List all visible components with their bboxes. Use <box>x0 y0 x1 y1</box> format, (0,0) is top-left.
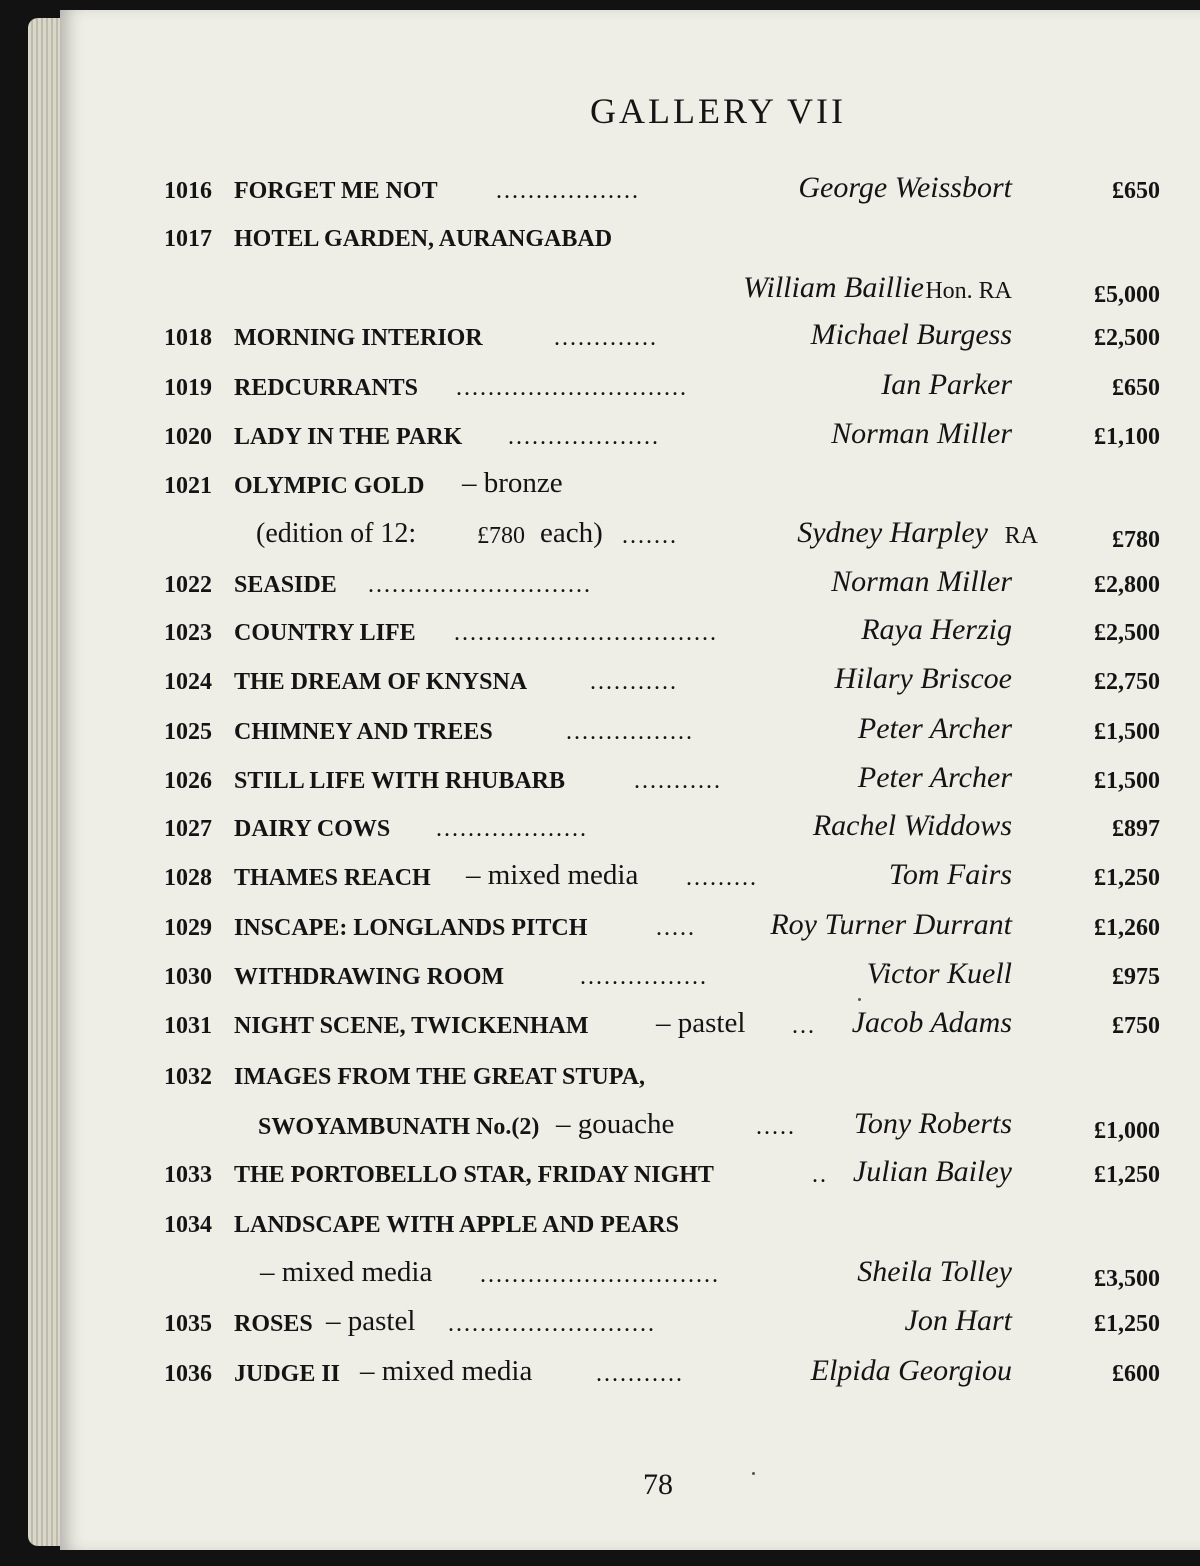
entry-number: 1033 <box>164 1162 212 1188</box>
entry-artist: Norman Miller <box>831 565 1012 598</box>
entry-artist: Julian Bailey <box>852 1155 1012 1188</box>
entry-title: THAMES REACH <box>234 865 431 891</box>
entry-title: THE PORTOBELLO STAR, FRIDAY NIGHT <box>234 1162 714 1188</box>
leader-dots: ............. <box>554 325 658 351</box>
entry-title: WITHDRAWING ROOM <box>234 964 505 990</box>
entry-price: £5,000 <box>1094 282 1160 308</box>
catalogue-entry-continuation <box>60 518 1200 554</box>
entry-number: 1030 <box>164 964 212 990</box>
entry-medium: – mixed media <box>260 1256 433 1288</box>
leader-dots: ........... <box>634 768 722 794</box>
leader-dots: ........... <box>590 669 678 695</box>
entry-artist: Ian Parker <box>881 368 1012 401</box>
leader-dots: ........... <box>596 1361 684 1387</box>
gallery-title: GALLERY VII <box>590 91 846 131</box>
entry-number: 1020 <box>164 424 212 450</box>
catalogue-entry <box>60 221 1200 257</box>
entry-artist: Sydney Harpley <box>797 516 988 549</box>
catalogue-entry-continuation <box>60 273 1200 309</box>
paper-speck <box>752 1472 755 1475</box>
catalogue-entry <box>60 1059 1200 1095</box>
entry-number: 1032 <box>164 1064 212 1090</box>
entry-number: 1018 <box>164 325 212 351</box>
catalogue-entry <box>60 1008 1200 1044</box>
entry-price: £1,100 <box>1094 424 1160 450</box>
entry-price: £897 <box>1112 816 1160 842</box>
entry-artist: Peter Archer <box>857 761 1012 794</box>
leader-dots: ................... <box>508 424 660 450</box>
entry-artist: Elpida Georgiou <box>810 1354 1012 1387</box>
entry-title: DAIRY COWS <box>234 816 391 842</box>
entry-price: £1,500 <box>1094 719 1160 745</box>
entry-honour: RA <box>1004 523 1038 549</box>
entry-artist: Hilary Briscoe <box>834 662 1012 695</box>
entry-title: FORGET ME NOT <box>234 178 438 204</box>
catalogue-entry <box>60 763 1200 799</box>
entry-price: £2,800 <box>1094 572 1160 598</box>
entry-artist: Tom Fairs <box>888 858 1012 891</box>
leader-dots: ..... <box>656 915 696 941</box>
entry-price: £750 <box>1112 1013 1160 1039</box>
entry-artist: Peter Archer <box>857 712 1012 745</box>
entry-price: £650 <box>1112 375 1160 401</box>
catalogue-entry <box>60 1207 1200 1243</box>
catalogue-entry <box>60 959 1200 995</box>
leader-dots: .......................... <box>448 1311 656 1337</box>
leader-dots: ................................. <box>454 620 718 646</box>
entry-price: £1,500 <box>1094 768 1160 794</box>
leader-dots: .............................. <box>480 1262 720 1288</box>
entry-title: LADY IN THE PARK <box>234 424 463 450</box>
edition-note-open: (edition of 12: <box>256 518 417 549</box>
entry-title: COUNTRY LIFE <box>234 620 416 646</box>
catalogue-page <box>60 10 1200 1550</box>
entry-price: £1,250 <box>1094 1162 1160 1188</box>
entry-price: £1,260 <box>1094 915 1160 941</box>
catalogue-entry <box>60 419 1200 455</box>
entry-title: IMAGES FROM THE GREAT STUPA, <box>234 1064 645 1090</box>
leader-dots: ............................. <box>456 375 688 401</box>
entry-price: £2,750 <box>1094 669 1160 695</box>
entry-number: 1034 <box>164 1212 212 1238</box>
entry-price: £975 <box>1112 964 1160 990</box>
catalogue-entry-continuation <box>60 1109 1200 1145</box>
entry-title: NIGHT SCENE, TWICKENHAM <box>234 1013 589 1039</box>
catalogue-entry <box>60 615 1200 651</box>
catalogue-entry <box>60 468 1200 504</box>
catalogue-entry-continuation <box>60 1257 1200 1293</box>
leader-dots: ............................ <box>368 572 592 598</box>
catalogue-entry <box>60 1157 1200 1193</box>
entry-price: £780 <box>1112 527 1160 553</box>
catalogue-entry <box>60 370 1200 406</box>
entry-number: 1029 <box>164 915 212 941</box>
entry-title: ROSES <box>234 1311 313 1337</box>
leader-dots: ..... <box>756 1114 796 1140</box>
entry-title: THE DREAM OF KNYSNA <box>234 669 528 695</box>
entry-title: JUDGE II <box>234 1361 341 1387</box>
catalogue-entry <box>60 811 1200 847</box>
entry-title: OLYMPIC GOLD <box>234 473 425 499</box>
leader-dots: .. <box>812 1162 828 1188</box>
paper-speck <box>858 998 861 1001</box>
entry-number: 1022 <box>164 572 212 598</box>
entry-number: 1028 <box>164 865 212 891</box>
entry-price: £650 <box>1112 178 1160 204</box>
entry-title: HOTEL GARDEN, AURANGABAD <box>234 226 613 252</box>
entry-medium: – mixed media <box>466 859 639 891</box>
entry-number: 1031 <box>164 1013 212 1039</box>
leader-dots: ......... <box>686 865 758 891</box>
entry-artist: Rachel Widdows <box>812 809 1012 842</box>
leader-dots: ................... <box>436 816 588 842</box>
leader-dots: .................. <box>496 178 640 204</box>
entry-artist: Jon Hart <box>904 1304 1012 1337</box>
entry-number: 1023 <box>164 620 212 646</box>
entry-title: STILL LIFE WITH RHUBARB <box>234 768 565 794</box>
entry-price: £1,250 <box>1094 1311 1160 1337</box>
entry-artist: William Baillie <box>743 271 924 304</box>
entry-medium: – pastel <box>656 1007 746 1039</box>
entry-artist: Michael Burgess <box>810 318 1012 351</box>
catalogue-entry <box>60 173 1200 209</box>
entry-title: SEASIDE <box>234 572 337 598</box>
edition-price: £780 <box>477 523 525 549</box>
entry-number: 1025 <box>164 719 212 745</box>
leader-dots: ................ <box>580 964 708 990</box>
catalogue-entry <box>60 714 1200 750</box>
entry-title: CHIMNEY AND TREES <box>234 719 493 745</box>
entry-number: 1017 <box>164 226 212 252</box>
page-number: 78 <box>643 1468 673 1501</box>
entry-number: 1026 <box>164 768 212 794</box>
entry-medium: – bronze <box>462 467 563 499</box>
entry-number: 1027 <box>164 816 212 842</box>
entry-artist: Roy Turner Durrant <box>770 908 1012 941</box>
leader-dots: ................ <box>566 719 694 745</box>
entry-medium: – gouache <box>556 1108 675 1140</box>
catalogue-entry <box>60 860 1200 896</box>
entry-artist: Jacob Adams <box>851 1006 1012 1039</box>
entry-number: 1016 <box>164 178 212 204</box>
entry-artist: Tony Roberts <box>853 1107 1012 1140</box>
catalogue-entry <box>60 567 1200 603</box>
entry-number: 1024 <box>164 669 212 695</box>
entry-honour: Hon. RA <box>925 278 1012 304</box>
entry-price: £2,500 <box>1094 325 1160 351</box>
entry-artist: Norman Miller <box>831 417 1012 450</box>
entry-artist: Victor Kuell <box>866 957 1012 990</box>
entry-artist: Raya Herzig <box>861 613 1012 646</box>
catalogue-entry <box>60 320 1200 356</box>
entry-price: £2,500 <box>1094 620 1160 646</box>
entry-number: 1021 <box>164 473 212 499</box>
entry-price: £1,000 <box>1094 1118 1160 1144</box>
entry-number: 1019 <box>164 375 212 401</box>
entry-artist: George Weissbort <box>798 171 1012 204</box>
entry-title: REDCURRANTS <box>234 375 419 401</box>
catalogue-entry <box>60 1306 1200 1342</box>
edition-note-close: each) <box>540 517 603 549</box>
entry-title-continued: SWOYAMBUNATH No.(2) <box>258 1114 540 1140</box>
entry-price: £3,500 <box>1094 1266 1160 1292</box>
entry-medium: – mixed media <box>360 1355 533 1387</box>
entry-number: 1035 <box>164 1311 212 1337</box>
catalogue-entry <box>60 664 1200 700</box>
catalogue-entry <box>60 1356 1200 1392</box>
entry-title: INSCAPE: LONGLANDS PITCH <box>234 915 588 941</box>
entry-price: £1,250 <box>1094 865 1160 891</box>
entry-title: MORNING INTERIOR <box>234 325 483 351</box>
entry-price: £600 <box>1112 1361 1160 1387</box>
entry-number: 1036 <box>164 1361 212 1387</box>
catalogue-entry <box>60 910 1200 946</box>
entry-artist: Sheila Tolley <box>857 1255 1012 1288</box>
leader-dots: ... <box>792 1013 816 1039</box>
entry-title: LANDSCAPE WITH APPLE AND PEARS <box>234 1212 679 1238</box>
leader-dots: ....... <box>622 523 678 549</box>
entry-medium: – pastel <box>326 1305 416 1337</box>
